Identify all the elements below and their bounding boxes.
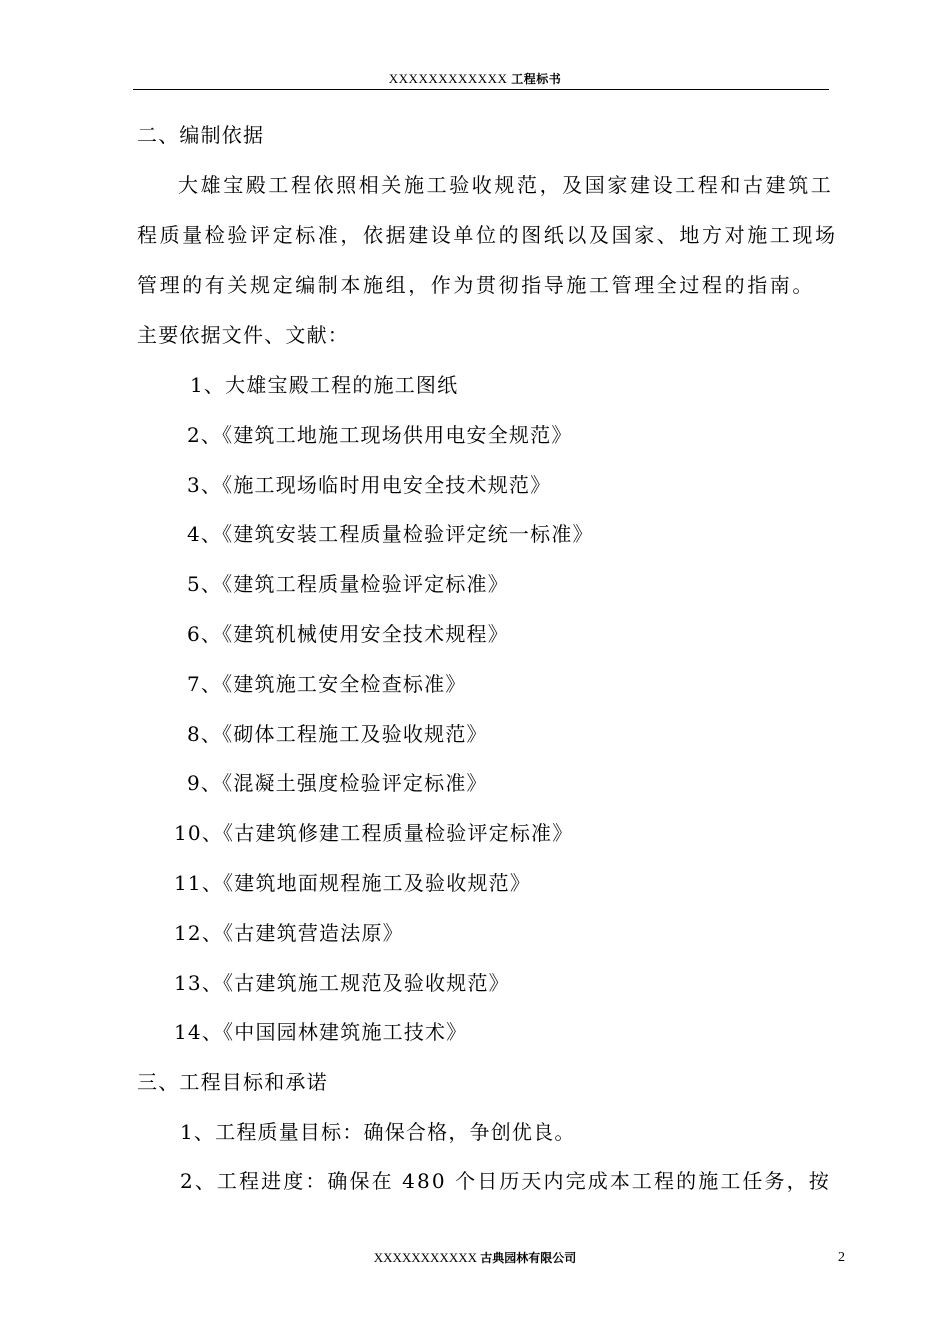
section-3-heading: 三、工程目标和承诺 bbox=[137, 1070, 328, 1094]
reference-item: 5、《建筑工程质量检验评定标准》 bbox=[187, 572, 509, 596]
reference-item: 9、《混凝土强度检验评定标准》 bbox=[187, 771, 488, 795]
paragraph-line-1: 大雄宝殿工程依照相关施工验收规范，及国家建设工程和古建筑工 bbox=[178, 173, 834, 197]
reference-item: 3、《施工现场临时用电安全技术规范》 bbox=[187, 473, 552, 497]
section-2-heading: 二、编制依据 bbox=[137, 123, 265, 147]
reference-item: 10、《古建筑修建工程质量检验评定标准》 bbox=[174, 821, 574, 845]
paragraph-line-3: 管理的有关规定编制本施组，作为贯彻指导施工管理全过程的指南。 bbox=[137, 273, 815, 297]
header-label: 工程标书 bbox=[511, 72, 562, 86]
header-code: XXXXXXXXXXXX bbox=[388, 71, 508, 86]
goal-item: 1、工程质量目标：确保合格，争创优良。 bbox=[180, 1120, 576, 1144]
header-rule bbox=[133, 89, 829, 90]
footer-company-name: 古典园林有限公司 bbox=[480, 1251, 577, 1265]
goal-item: 2、工程进度：确保在 480 个日历天内完成本工程的施工任务，按 bbox=[180, 1169, 831, 1193]
footer-code: XXXXXXXXXXX bbox=[373, 1250, 477, 1265]
reference-item: 7、《建筑施工安全检查标准》 bbox=[187, 672, 467, 696]
page-header bbox=[0, 70, 950, 87]
reference-item: 1、大雄宝殿工程的施工图纸 bbox=[190, 373, 459, 397]
docs-intro: 主要依据文件、文献： bbox=[137, 323, 349, 347]
reference-item: 11、《建筑地面规程施工及验收规范》 bbox=[174, 871, 532, 895]
paragraph-line-2: 程质量检验评定标准，依据建设单位的图纸以及国家、地方对施工现场 bbox=[137, 223, 838, 247]
reference-item: 13、《古建筑施工规范及验收规范》 bbox=[174, 971, 510, 995]
reference-item: 14、《中国园林建筑施工技术》 bbox=[174, 1020, 468, 1044]
reference-item: 4、《建筑安装工程质量检验评定统一标准》 bbox=[187, 522, 594, 546]
reference-item: 12、《古建筑营造法原》 bbox=[174, 921, 404, 945]
reference-item: 8、《砌体工程施工及验收规范》 bbox=[187, 722, 488, 746]
reference-item: 6、《建筑机械使用安全技术规程》 bbox=[187, 622, 509, 646]
page-number: 2 bbox=[838, 1250, 845, 1265]
page-footer bbox=[0, 1249, 950, 1266]
reference-item: 2、《建筑工地施工现场供用电安全规范》 bbox=[187, 423, 573, 447]
